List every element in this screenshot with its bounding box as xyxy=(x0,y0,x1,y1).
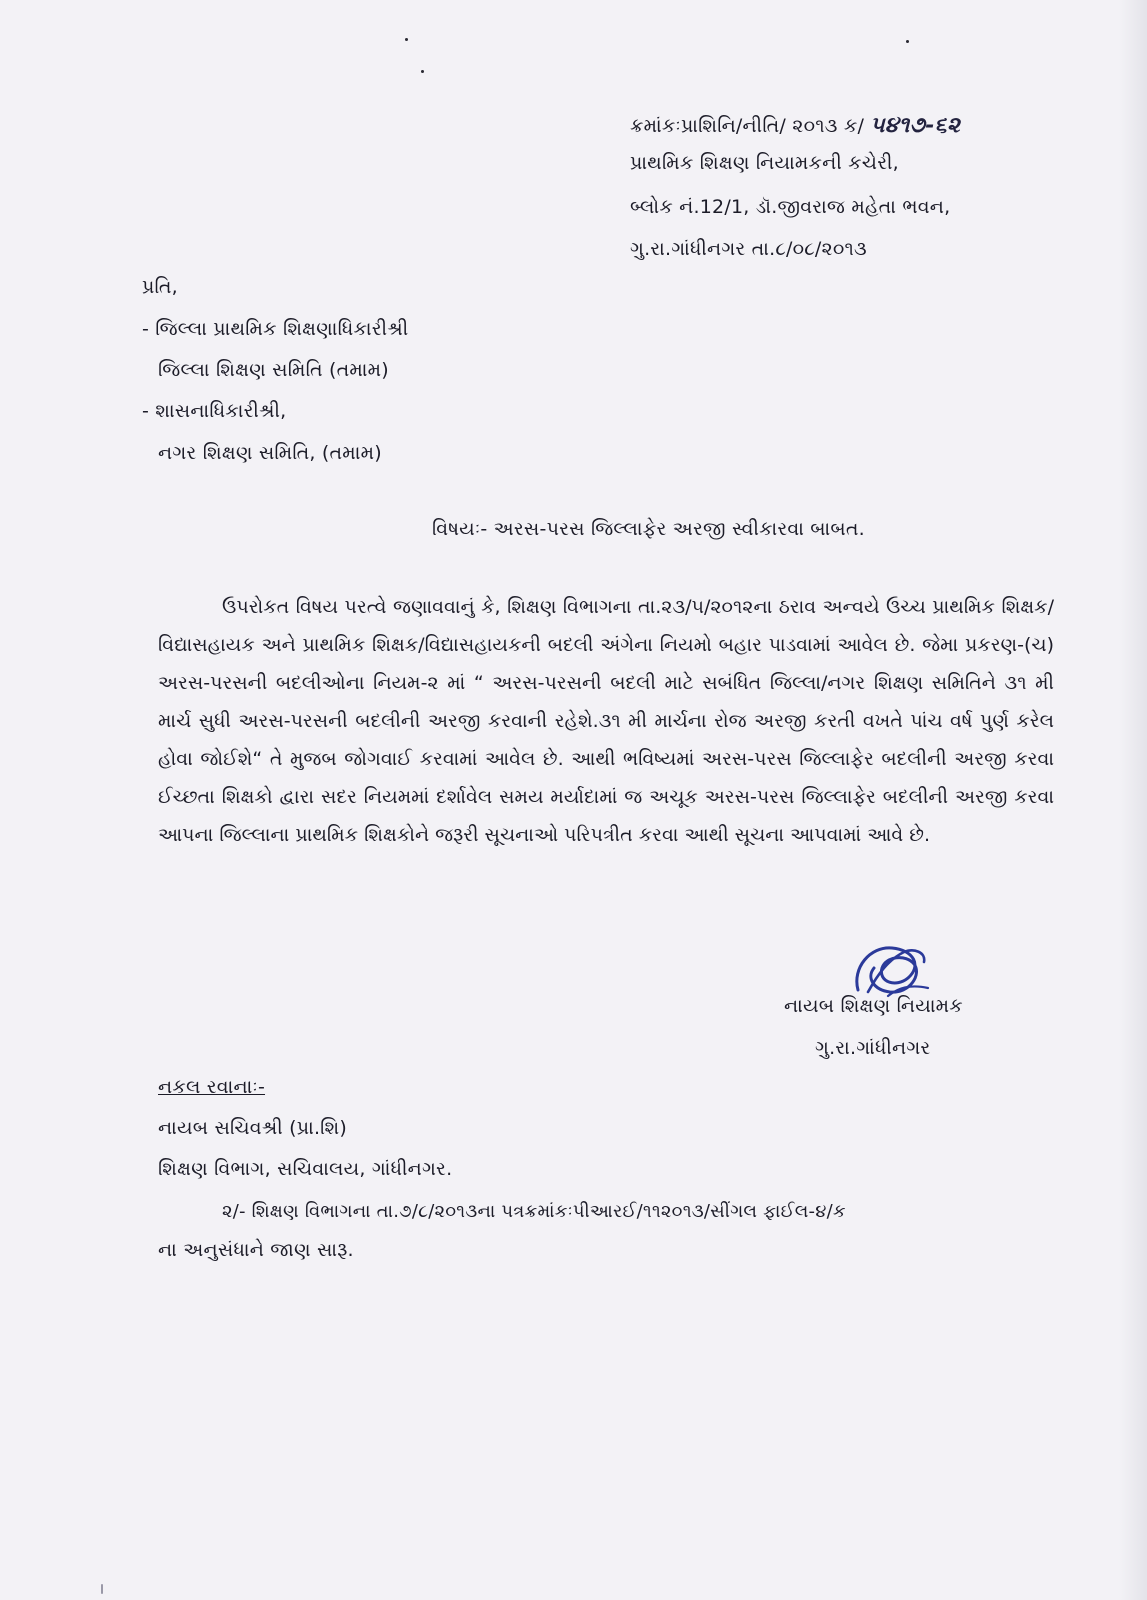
signatory-designation: નાયબ શિક્ષણ નિયામક xyxy=(784,995,963,1017)
office-address: બ્લોક નં.12/1, ડૉ.જીવરાજ મહેતા ભવન, xyxy=(630,196,951,218)
copy-to-line: શિક્ષણ વિભાગ, સચિવાલય, ગાંધીનગર. xyxy=(158,1158,453,1180)
recipient-line: - શાસનાધિકારીશ્રી, xyxy=(142,400,287,422)
scan-speck xyxy=(421,70,424,73)
recipient-line: - જિલ્લા પ્રાથમિક શિક્ષણાધિકારીશ્રી xyxy=(142,318,409,340)
signature-scribble xyxy=(848,938,932,1000)
recipient-to: પ્રતિ, xyxy=(142,276,178,298)
office-name: પ્રાથમિક શિક્ષણ નિયામકની કચેરી, xyxy=(630,152,899,174)
reference-number xyxy=(630,112,960,138)
copy-to-heading: નકલ રવાનાઃ- xyxy=(158,1076,266,1098)
copy-to-line: નાયબ સચિવશ્રી (પ્રા.શિ) xyxy=(158,1117,347,1139)
reference-handwritten: ૫૪૧૭-૬૨ xyxy=(870,112,960,138)
reference-printed: ક્રમાંકઃપ્રાશિનિ/નીતિ/ ૨૦૧૩ ક/ xyxy=(630,115,865,137)
subject-line: વિષયઃ- અરસ-પરસ જિલ્લાફેર અરજી સ્વીકારવા બાબત. xyxy=(432,518,865,540)
scan-speck xyxy=(906,40,909,43)
signatory-place: ગુ.રા.ગાંધીનગર xyxy=(815,1037,931,1059)
scan-speck xyxy=(405,38,408,41)
recipient-line: જિલ્લા શિક્ષણ સમિતિ (તમામ) xyxy=(158,359,389,381)
scan-edge-shadow xyxy=(1119,0,1147,1600)
copy-to-line: ૨/- શિક્ષણ વિભાગના તા.૭/૮/૨૦૧૩ના પત્રક્રમાંકઃપીઆરઈ/૧૧૨૦૧૩/સીંગલ ફાઈલ-૪/ક xyxy=(222,1201,846,1222)
recipient-line: નગર શિક્ષણ સમિતિ, (તમામ) xyxy=(158,442,382,464)
copy-to-line: ના અનુસંધાને જાણ સારૂ. xyxy=(158,1239,354,1261)
place-date: ગુ.રા.ગાંધીનગર તા.૮/૦૮/૨૦૧૩ xyxy=(630,238,867,260)
scan-mark xyxy=(101,1584,103,1594)
body-paragraph: ઉપરોકત વિષય પરત્વે જણાવવાનું કે, શિક્ષણ વિભાગના તા.૨૩/૫/૨૦૧૨ના ઠરાવ અન્વયે ઉચ્ચ પ્રાથમિક શિક્ષક/વિદ્યાસહાયક અને પ્રાથમિક શિક્ષક/વિદ્યાસહાયકની બદલી અંગેના નિયમો બહાર પાડવામાં આવેલ છે. જેમા પ્રકરણ-(ચ) અરસ-પરસની બદલીઓના નિયમ-૨ માં “ અરસ-પરસની બદલી માટે સબંધિત જિલ્લા/નગર શિક્ષણ સમિતિને ૩૧ મી માર્ચ સુધી અરસ-પરસની બદલીની અરજી કરવાની રહેશે.૩૧ મી માર્ચના રોજ અરજી કરતી વખતે પાંચ વર્ષ પુર્ણ કરેલ હોવા જોઈશે“ તે મુજબ જોગવાઈ કરવામાં આવેલ છે. આથી ભવિષ્યમાં અરસ-પરસ જિલ્લાફેર બદલીની અરજી કરવા ઈચ્છતા શિક્ષકો દ્વારા સદર નિયમમાં દર્શાવેલ સમય મર્યાદામાં જ અચૂક અરસ-પરસ જિલ્લાફેર બદલીની અરજી કરવા આપના જિલ્લાના પ્રાથમિક શિક્ષકોને જરૂરી સૂચનાઓ પરિપત્રીત કરવા આથી સૂચના આપવામાં આવે છે. xyxy=(158,596,1054,846)
